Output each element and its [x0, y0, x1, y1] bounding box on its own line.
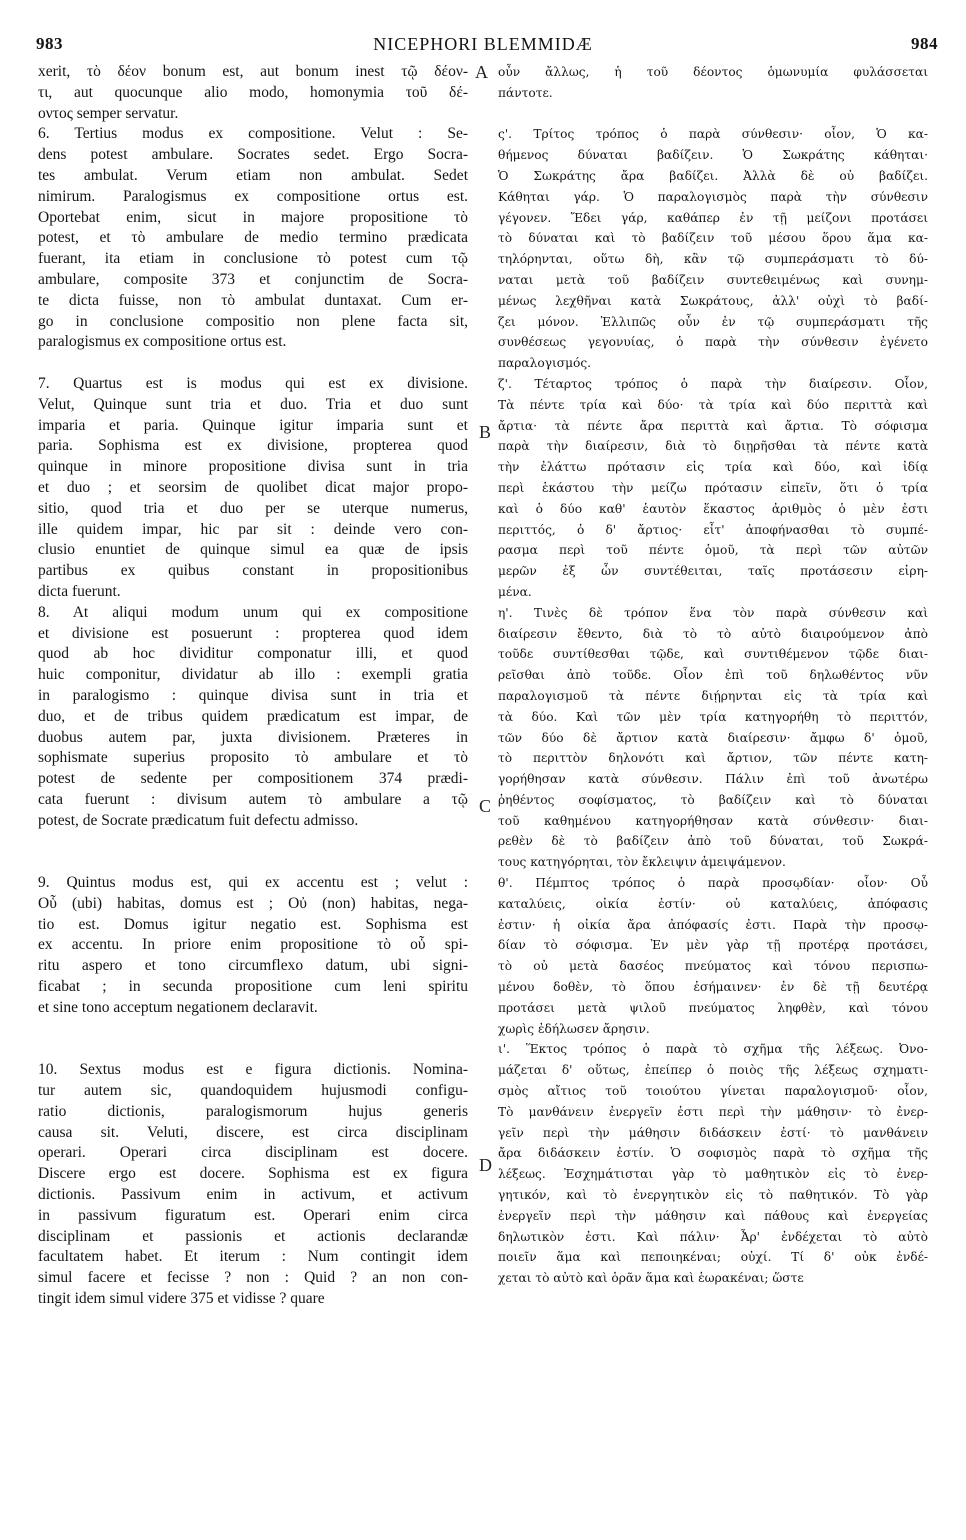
- latin-text-line: ritu aspero et tono circumflexo datum, ubi signi-: [38, 957, 468, 975]
- latin-text-line: ficabat ; in secunda propositione cum leni spiritu: [38, 978, 468, 996]
- greek-text-line: τὸ περιττὸν δηλονότι καὶ ἄρτιον, τῶν πέντε κατη-: [498, 751, 928, 766]
- latin-text-line: paria. Sophisma est ex divisione, propterea quod: [38, 437, 468, 455]
- latin-text-line: 6. Tertius modus ex compositione. Velut : Se-: [38, 125, 468, 143]
- latin-text-line: τι, aut quocunque alio modo, homonymia τοῦ δέ-: [38, 83, 468, 101]
- latin-text-line: paralogismus ex compositione ortus est.: [38, 333, 287, 351]
- greek-text-line: καὶ ὁ δύο καθ' ἑαυτὸν ἕκαστος ἀριθμὸς ὁ μὲν ἐστι: [498, 501, 928, 516]
- latin-text-line: [38, 852, 468, 873]
- latin-text-line: ex accentu. In priore enim propositione τὸ οὗ spi-: [38, 936, 468, 954]
- latin-text-line: te dicta fuisse, non τὸ ambulat duntaxat. Cum er-: [38, 291, 468, 309]
- latin-text-line: duobus autem par, juxta divisionem. Præteres in: [38, 728, 468, 746]
- latin-text-line: [38, 831, 468, 852]
- greek-text-line: [498, 104, 928, 125]
- greek-text-line: πάντοτε.: [498, 85, 553, 100]
- latin-text-line: tes ambulat. Verum etiam non ambulat. Sedet: [38, 166, 468, 184]
- latin-text-line: disciplinam et passionis et actionis declarandæ: [38, 1227, 468, 1245]
- greek-text-line: δηλωτικὸν ἐστι. Καὶ πάλιν· Ἆρ' ἐνδέχεται τὸ αὐτὸ: [498, 1229, 928, 1244]
- latin-text-line: partibus ex quibus constant in propositionibus: [38, 562, 468, 580]
- greek-text-line: τοῦ καθημένου κατηγορήθησαν κατὰ σύνθεσιν· διαι-: [498, 813, 928, 828]
- greek-text-line: περὶ ἑκάστου τὴν μείζω πρότασιν εἰπεῖν, ὅτι ὁ τρία: [498, 480, 928, 495]
- greek-text-line: τῶν δύο δὲ ἄρτιον κατὰ διαίρεσιν· ἄμφω δ' ὁμοῦ,: [498, 730, 928, 745]
- latin-text-line: cata fuerunt : divisum autem τὸ ambulare a τῷ: [38, 790, 468, 808]
- greek-text-line: μένου δοθὲν, τὸ ὅπου ἐσήμαινεν· ἐν δὲ τῇ δευτέρᾳ: [498, 980, 928, 995]
- latin-text-line: οντος semper servatur.: [38, 104, 179, 122]
- greek-text-line: γορήθησαν κατὰ σύνθεσιν. Πάλιν ἐπὶ τοῦ ἀνωτέρω: [498, 772, 928, 787]
- greek-text-line: οὖν ἄλλως, ἡ τοῦ δέοντος ὁμωνυμία φυλάσσεται: [498, 65, 928, 79]
- greek-text-line: γητικόν, καὶ τὸ ἐνεργητικὸν εἰς τὸ παθητικόν. Τὸ γὰρ: [498, 1188, 928, 1203]
- latin-text-line: [38, 1019, 468, 1040]
- latin-text-line: in passivum figuratum est. Operari enim circa: [38, 1206, 468, 1224]
- latin-text-line: fuerant, ita etiam in conclusione τὸ potest cum τῷ: [38, 250, 468, 268]
- page-header: [28, 34, 938, 58]
- latin-text-line: et sine tono acceptum negationem declaravit.: [38, 998, 318, 1016]
- latin-text-line: dens potest ambulare. Socrates sedet. Ergo Socra-: [38, 146, 468, 164]
- latin-text-line: facultatem habet. Et iterum : Num contingit idem: [38, 1248, 468, 1266]
- margin-marker-b: B: [479, 422, 492, 442]
- latin-text-line: clusio enuntiet de quinque simul ea quæ de ipsis: [38, 541, 468, 559]
- greek-text-line: ῥηθέντος σοφίσματος, τὸ βαδίζειν καὶ τὸ δύναται: [498, 792, 928, 807]
- greek-text-line: Τὸ μανθάνειν ἐνεργεῖν ἐστι περὶ τὴν μάθησιν· τὸ ἐνερ-: [498, 1104, 928, 1119]
- greek-text-line: σμὸς αἴτιος τοῦ τοιούτου γίνεται παραλογισμοῦ· οἷον,: [498, 1084, 928, 1099]
- latin-text-line: sitio, quod tria et duo per se uterque numerus,: [38, 499, 468, 517]
- latin-text-line: go in conclusione compositio non plene facta sit,: [38, 312, 468, 330]
- latin-text-line: 10. Sextus modus est e figura dictionis. Nomina-: [38, 1061, 468, 1079]
- greek-text-line: ρασμα περὶ τοῦ πέντε ὁμοῦ, τὰ περὶ τῶν αὐτῶν: [498, 543, 928, 558]
- greek-text-line: τὰ δύο. Καὶ τῶν μὲν τρία κατηγορήθη τὸ περιττόν,: [498, 709, 928, 724]
- latin-text-line: Oportebat enim, sicut in majore propositione τὸ: [38, 208, 468, 226]
- greek-text-line: λέξεως. Ἐσχημάτισται γὰρ τὸ μαθητικὸν εἰς τὸ ἐνερ-: [498, 1167, 928, 1182]
- latin-text-line: potest de sedente per compositionem 374 prædi-: [38, 770, 468, 788]
- greek-text-line: τὴν ἐλάττω πρότασιν εἰς τρία καὶ δύο, καὶ ἰδίᾳ: [498, 460, 928, 475]
- greek-text-line: Κάθηται γάρ. Ὁ παραλογισμὸς παρὰ τὴν σύνθεσιν: [498, 189, 928, 204]
- latin-text-line: potest, de Socrate prædicatum fuit defectu admisso.: [38, 811, 359, 829]
- latin-text-line: tingit idem simul videre 375 et vidisse ? quare: [38, 1290, 325, 1308]
- latin-text-line: ratio dictionis, paralogismorum hujus generis: [38, 1102, 468, 1120]
- greek-text-line: χεται τὸ αὐτὸ καὶ ὁρᾶν ἅμα καὶ ἑωρακέναι; ὥστε: [498, 1271, 804, 1286]
- greek-text-line: θ'. Πέμπτος τρόπος ὁ παρὰ προσῳδίαν· οἷον· Οὗ: [498, 876, 928, 891]
- greek-text-line: ς'. Τρίτος τρόπος ὁ παρὰ σύνθεσιν· οἷον, Ὁ κα-: [498, 127, 928, 142]
- greek-text-line: τους κατηγόρηται, τὸν ἔκλειψιν ἀμειψάμενον.: [498, 855, 786, 870]
- latin-text-line: dicta fuerunt.: [38, 582, 121, 600]
- latin-text-line: quinque in minore propositione divisa sunt in tria: [38, 458, 468, 476]
- latin-text-line: duo, et de tribus quidem prædicatum est impar, de: [38, 707, 468, 725]
- greek-text-line: περιττός, ὁ δ' ἄρτιος· εἶτ' ἀποφήνασθαι τὸ συμπέ-: [498, 522, 928, 537]
- greek-text-line: γέγονεν. Ἔδει γάρ, καθάπερ ἐν τῇ μείζονι προτάσει: [498, 210, 928, 225]
- latin-text-line: 7. Quartus est is modus qui est ex divisione.: [38, 374, 468, 392]
- greek-text-line: θήμενος δύναται βαδίζειν. Ὁ Σωκράτης κάθηται·: [498, 148, 928, 163]
- greek-text-line: ἄρα διδάσκειν ἐστίν. Ὁ σοφισμὸς παρὰ τὸ σχῆμα τῆς: [498, 1146, 928, 1161]
- greek-text-line: ποιεῖν ἅμα καὶ πεποιηκέναι; οὐχί. Τί δ' οὐκ ἐνδέ-: [498, 1250, 928, 1265]
- latin-text-line: in paralogismo : quinque divisa sunt in tria et: [38, 686, 468, 704]
- greek-text-line: καταλύεις, οἰκία ἐστίν· οὐ καταλύεις, ἀπόφασις: [498, 896, 928, 911]
- greek-text-line: ζ'. Τέταρτος τρόπος ὁ παρὰ τὴν διαίρεσιν. Οἷον,: [498, 376, 928, 391]
- latin-text-line: 9. Quintus modus est, qui ex accentu est ; velut :: [38, 874, 468, 892]
- greek-text-line: Τὰ πέντε τρία καὶ δύο· τὰ τρία καὶ δύο περιττὰ καὶ: [498, 397, 928, 412]
- latin-text-line: simul facere et fecisse ? non : Quid ? an non con-: [38, 1269, 468, 1287]
- greek-text-line: τὸ δύναται καὶ τὸ βαδίζειν τοῦ μέσου ὅρου ἅμα κα-: [498, 231, 928, 246]
- greek-text-line: ἐστιν· ἡ οἰκία ἄρα ἀπόφασίς ἐστι. Παρὰ τὴν προσῳ-: [498, 917, 928, 932]
- latin-text-line: tio est. Domus igitur negatio est. Sophisma est: [38, 915, 468, 933]
- latin-text-line: sophismate superius proposito τὸ ambulare et τὸ: [38, 749, 468, 767]
- greek-text-line: ρεθὲν δὲ τὸ βαδίζειν ἀπὸ τοῦ δύναται, τοῦ Σωκρά-: [498, 834, 928, 849]
- greek-text-line: μένως λεχθῆναι κατὰ Σωκράτους, ἀλλ' οὐχὶ τὸ βαδί-: [498, 293, 928, 308]
- margin-marker-a: A: [475, 62, 488, 82]
- greek-text-line: δίαν τὸ σόφισμα. Ἐν μὲν γὰρ τῇ προτέρᾳ προτάσει,: [498, 938, 928, 953]
- latin-text-line: ambulare, composite 373 et conjunctim de Socra-: [38, 270, 468, 288]
- greek-text-line: Ὁ Σωκράτης ἄρα βαδίζει. Ἀλλὰ δὲ οὐ βαδίζει.: [498, 168, 928, 183]
- latin-text-line: imparia et paria. Quinque igitur imparia sunt et: [38, 416, 468, 434]
- greek-text-line: ι'. Ἕκτος τρόπος ὁ παρὰ τὸ σχῆμα τῆς λέξεως. Ὀνο-: [498, 1042, 928, 1057]
- greek-text-line: παραλογισμοῦ τὰ πέντε διῄρηνται εἰς τὰ τρία καὶ: [498, 688, 928, 703]
- latin-text-line: Οὗ (ubi) habitas, domus est ; Οὐ (non) habitas, nega-: [38, 894, 468, 912]
- page-number-right: 984: [911, 34, 938, 53]
- latin-text-line: Velut, Quinque sunt tria et duo. Tria et duo sunt: [38, 395, 468, 413]
- latin-text-line: dictionis. Passivum enim in activum, et activum: [38, 1186, 468, 1204]
- greek-text-line: ζει μόνον. Ἐλλιπῶς οὖν ἐν τῷ συμπεράσματι τῆς: [498, 314, 928, 329]
- greek-column: [498, 62, 928, 1289]
- greek-text-line: ἄρτια· τὰ πέντε ἄρα περιττὰ καὶ ἄρτια. Τὸ σόφισμα: [498, 418, 928, 433]
- greek-text-line: χωρὶς ἐδήλωσεν ἄρησιν.: [498, 1021, 650, 1036]
- greek-text-line: παραλογισμός.: [498, 356, 592, 371]
- greek-text-line: τηλόρηνται, οὕτω δὴ, κἂν τῷ συμπεράσματι τὸ δύ-: [498, 252, 928, 267]
- latin-text-line: et divisione est posuerunt : propterea quod idem: [38, 624, 468, 642]
- greek-text-line: μάζεται δ' οὕτως, ἐπείπερ ὁ ποιὸς τῆς λέξεως σχηματι-: [498, 1063, 928, 1078]
- greek-text-line: τὸ οὐ μετὰ δασέος πνεύματος καὶ τόνου περισπω-: [498, 959, 928, 974]
- page-number-left: 983: [36, 34, 63, 53]
- greek-text-line: γεῖν περὶ τὴν μάθησιν διδάσκειν ἐστί· τὸ μανθάνειν: [498, 1125, 928, 1140]
- greek-text-line: προτάσει μετὰ ψιλοῦ πνεύματος ληφθὲν, καὶ τόνου: [498, 1000, 928, 1015]
- margin-marker-d: D: [479, 1155, 492, 1175]
- latin-text-line: quod ab hoc dividitur componatur illi, et quod: [38, 645, 468, 663]
- greek-text-line: μένα.: [498, 584, 532, 599]
- latin-text-line: operari. Operari circa disciplinam est docere.: [38, 1144, 468, 1162]
- running-title: NICEPHORI BLEMMIDÆ: [373, 34, 593, 54]
- latin-text-line: potest, et τὸ ambulare de medio termino prædicata: [38, 229, 468, 247]
- latin-text-line: xerit, τὸ δέον bonum est, aut bonum inest τῷ δέον-: [38, 63, 468, 80]
- latin-text-line: [38, 353, 468, 374]
- latin-text-line: causa sit. Veluti, discere, est circa disciplinam: [38, 1123, 468, 1141]
- greek-text-line: τοῦδε συντίθεσθαι τῷδε, καὶ συντιθέμενον τῷδε διαι-: [498, 647, 928, 662]
- greek-text-line: διαίρεσιν ἔθεντο, διὰ τὸ τὸ αὐτὸ διαιρούμενον ἀπὸ: [498, 626, 928, 641]
- greek-text-line: παρὰ τὴν διαίρεσιν, διὰ τὸ διῃρῆσθαι τὰ πέντε κατὰ: [498, 439, 928, 454]
- greek-text-line: η'. Τινὲς δὲ τρόπον ἕνα τὸν παρὰ σύνθεσιν καὶ: [498, 605, 928, 620]
- greek-text-line: συνθέσεως γεγονυίας, ὁ παρὰ τὴν σύνθεσιν ἐγένετο: [498, 335, 928, 350]
- latin-text-line: tur autem sic, quandoquidem hujusmodi configu-: [38, 1082, 468, 1100]
- latin-text-line: nimirum. Paralogismus ex compositione ortus est.: [38, 187, 468, 205]
- latin-text-line: ille quidem impar, hic par sit : deinde vero con-: [38, 520, 468, 538]
- greek-text-line: μερῶν ἐξ ὧν συντέθειται, ταῖς προτάσεσιν εἰρη-: [498, 564, 928, 579]
- latin-text-line: Discere ergo est docere. Sophisma est ex figura: [38, 1165, 468, 1183]
- margin-marker-c: C: [479, 796, 492, 816]
- greek-text-line: ρεῖσθαι ἀπὸ τοῦδε. Οἷον ἐπὶ τοῦ δηλωθέντος νῦν: [498, 668, 928, 683]
- latin-text-line: [38, 1039, 468, 1060]
- greek-text-line: ἐνεργεῖν περὶ τὴν μάθησιν καὶ πάθους καὶ ἐνεργείας: [498, 1208, 928, 1223]
- latin-text-line: huic componitur, dividatur ab illo : exempli gratia: [38, 666, 468, 684]
- latin-text-line: 8. At aliqui modum unum qui ex compositione: [38, 603, 468, 621]
- latin-column: [38, 62, 468, 1310]
- greek-text-line: ναται μετὰ τοῦ βαδίζειν συντεθειμένως καὶ συνημ-: [498, 272, 928, 287]
- latin-text-line: et duo ; et seorsim de quolibet dicat major propo-: [38, 478, 468, 496]
